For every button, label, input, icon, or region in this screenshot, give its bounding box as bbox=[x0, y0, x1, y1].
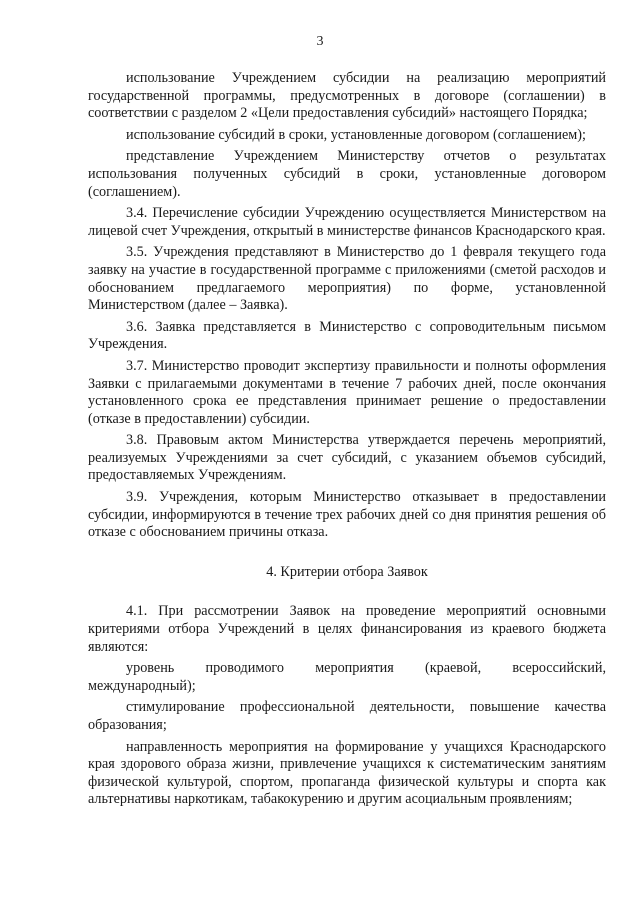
paragraph-subsidy-use-terms: использование субсидий в сроки, установленные договором (соглашением); bbox=[126, 126, 586, 143]
page-number: 3 bbox=[316, 34, 324, 49]
paragraph-subsidy-use-purpose: использование Учреждением субсидии на реализацию мероприятий государственной программы, предусмотренных в договоре (соглашении) в соответствии с разделом 2 «Цели предоставления субсидий» настоящего Порядка; bbox=[88, 70, 606, 122]
paragraph-reports: представление Учреждением Министерству отчетов о результатах использования полученных субсидий в сроки, установленные договором (соглашением). bbox=[88, 148, 606, 200]
document-body bbox=[88, 70, 606, 813]
paragraph-3-5: 3.5. Учреждения представляют в Министерство до 1 февраля текущего года заявку на участие в государственной программе с приложениями (сметой расходов и обоснованием предлагаемого мероприятия) по форме, установленной Министерством (далее – Заявка). bbox=[88, 244, 606, 314]
paragraph-4-1: 4.1. При рассмотрении Заявок на проведение мероприятий основными критериями отбора Учреждений в целях финансирования из краевого бюджета являются: bbox=[88, 603, 606, 655]
criterion-event-level: уровень проводимого мероприятия (краевой, всероссийский, международный); bbox=[88, 660, 606, 694]
paragraph-3-6: 3.6. Заявка представляется в Министерство с сопроводительным письмом Учреждения. bbox=[88, 318, 606, 353]
paragraph-3-7: 3.7. Министерство проводит экспертизу правильности и полноты оформления Заявки с прилагаемыми документами в течение 7 рабочих дней, после окончания установленного срока ее представления принимает решение о предоставлении (отказе в предоставлении) субсидии. bbox=[88, 357, 606, 427]
paragraph-3-4: 3.4. Перечисление субсидии Учреждению осуществляется Министерством на лицевой счет Учреждения, открытый в министерстве финансов Краснодарского края. bbox=[88, 205, 606, 239]
paragraph-3-8: 3.8. Правовым актом Министерства утверждается перечень мероприятий, реализуемых Учреждениями за счет субсидий, с указанием объемов субсидий, предоставляемых Учреждениям. bbox=[88, 432, 606, 484]
paragraph-3-9: 3.9. Учреждения, которым Министерство отказывает в предоставлении субсидии, информируются в течение трех рабочих дней со дня принятия решения об отказе с обоснованием причины отказа. bbox=[88, 489, 606, 541]
criterion-professional-activity: стимулирование профессиональной деятельности, повышение качества образования; bbox=[88, 699, 606, 733]
criterion-healthy-lifestyle: направленность мероприятия на формирование у учащихся Краснодарского края здорового образа жизни, привлечение учащихся к систематическим занятиям физической культурой, спортом, пропаганда физической культуры и спорта как альтернативы наркотикам, табакокурению и другим асоциальным проявлениям; bbox=[88, 738, 606, 808]
section-heading: 4. Критерии отбора Заявок bbox=[266, 563, 428, 580]
